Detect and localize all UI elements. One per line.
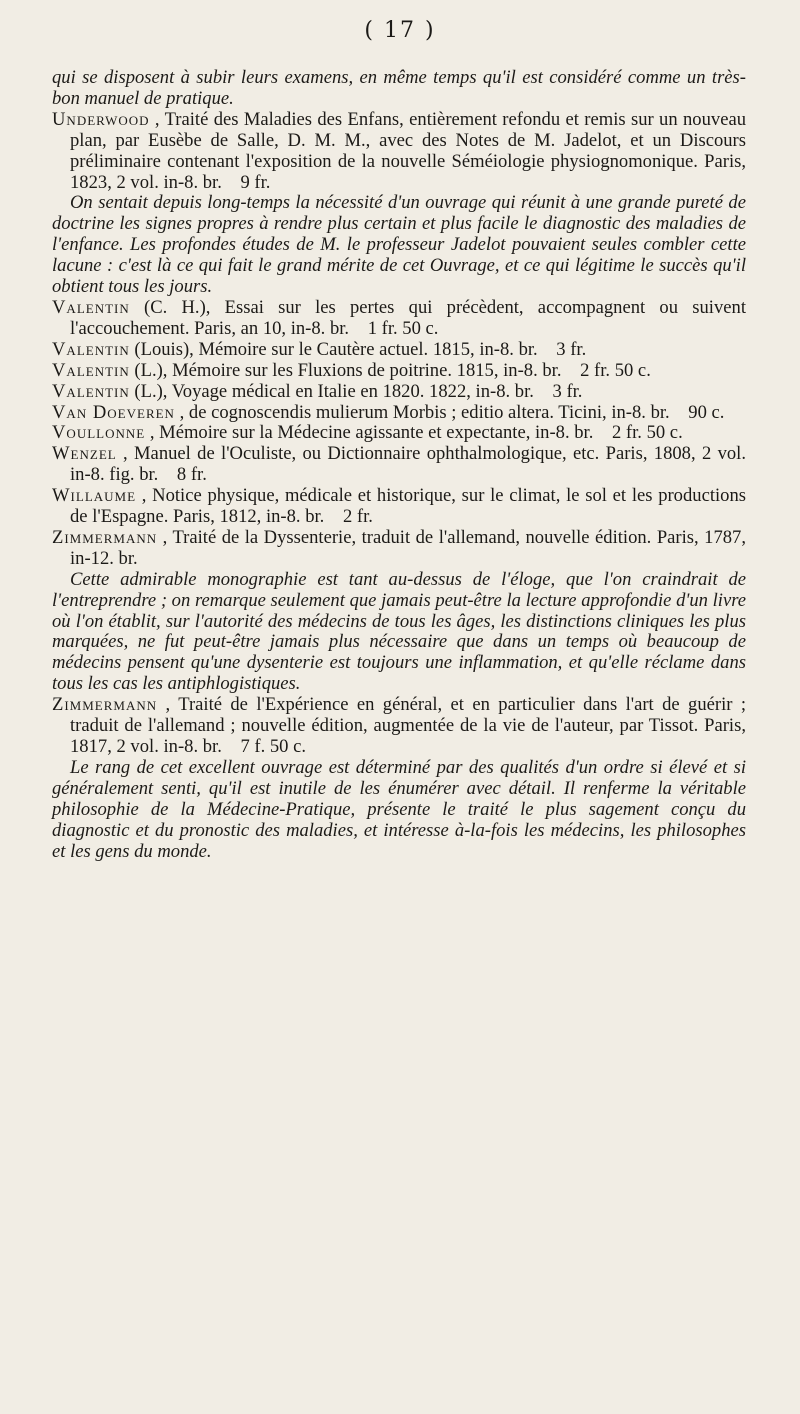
catalogue-entry — [52, 403, 746, 424]
catalogue-entry — [52, 695, 746, 758]
catalogue-entry — [52, 423, 746, 444]
entry-description: , Notice physique, médicale et historique, sur le climat, le sol et les productions de l'Espagne. Paris, 1812, in-8. br. — [70, 485, 746, 528]
entry-description: , Traité de l'Expérience en général, et en particulier dans l'art de guérir ; traduit de l'allemand ; nouvelle édition, augmentée de la vie de l'auteur, par Tissot. Paris, 1817, 2 vol. in-8. br. — [70, 694, 746, 757]
entry-price: 90 c. — [688, 401, 725, 423]
entry-author: Valentin — [52, 296, 130, 318]
entry-description: (Louis), Mémoire sur le Cautère actuel. 1815, in-8. br. — [134, 338, 538, 360]
entry-author: Voullonne — [52, 422, 146, 444]
entry-price: 9 fr. — [240, 171, 271, 193]
entry-price: 2 fr. 50 c. — [580, 359, 651, 381]
entry-description: , Mémoire sur la Médecine agissante et expectante, in-8. br. — [149, 422, 594, 444]
editorial-comment: qui se disposent à subir leurs examens, en même temps qu'il est considéré comme un très-bon manuel de pratique. — [52, 67, 746, 109]
entry-description: , de cognoscendis mulierum Morbis ; editio altera. Ticini, in-8. br. — [179, 401, 670, 423]
entry-price: 3 fr. — [552, 380, 583, 402]
entry-author: Zimmermann — [52, 526, 158, 548]
entry-author: Underwood — [52, 108, 150, 130]
entry-description: , Manuel de l'Oculiste, ou Dictionnaire ophthalmologique, etc. Paris, 1808, 2 vol. in-8. fig. br. — [70, 443, 746, 486]
catalogue-entry — [52, 340, 746, 361]
entry-author: Wenzel — [52, 443, 117, 465]
entry-description: (L.), Mémoire sur les Fluxions de poitrine. 1815, in-8. br. — [134, 359, 562, 381]
entry-author: Van Doeveren — [52, 401, 175, 423]
entry-author: Zimmermann — [52, 694, 158, 716]
entry-price: 7 f. 50 c. — [240, 736, 307, 757]
catalogue-entry — [52, 528, 746, 570]
editorial-comment: Cette admirable monographie est tant au-dessus de l'éloge, que l'on craindrait de l'entreprendre ; on remarque seulement que jamais peut-être la lecture approfondie d'un livre où l'on établit, sur l'autorité des médecins de tous les âges, les distinctions cliniques les plus marquées, ne fut peut-être jamais plus nécessaire que dans un temps où beaucoup de médecins pensent qu'une dysenterie est toujours une inflammation, et qu'elle réclame dans tous les cas les antiphlogistiques. — [52, 568, 746, 695]
catalogue-entry — [52, 298, 746, 340]
catalogue-entry — [52, 444, 746, 486]
entry-author: Valentin — [52, 359, 130, 381]
catalogue-entry — [52, 486, 746, 528]
entry-description: , Traité des Maladies des Enfans, entièrement refondu et remis sur un nouveau plan, par Eusèbe de Salle, D. M. M., avec des Notes de M. Jadelot, et un Discours préliminaire contenant l'exposition de la nouvelle Séméiologie physiognomonique. Paris, 1823, 2 vol. in-8. br. — [70, 108, 746, 193]
page-number: ( 17 ) — [364, 18, 436, 43]
entry-price: 2 fr. 50 c. — [611, 422, 683, 444]
entry-description: (L.), Voyage médical en Italie en 1820. 1822, in-8. br. — [134, 380, 534, 402]
catalogue-entry — [52, 382, 746, 403]
entry-description: (C. H.), Essai sur les pertes qui précèdent, accompagnent ou suivent l'accouchement. Paris, an 10, in-8. br. — [70, 296, 746, 339]
entry-price: 3 fr. — [556, 338, 587, 360]
entry-author: Valentin — [52, 380, 130, 402]
entry-price: 8 fr. — [176, 464, 207, 486]
catalogue-entry — [52, 361, 746, 382]
entry-author: Willaume — [52, 485, 137, 507]
editorial-comment: Le rang de cet excellent ouvrage est déterminé par des qualités d'un ordre si élevé et si généralement senti, qu'il est inutile de les énumérer avec détail. Il renferme la véritable philosophie de la Médecine-Pratique, présente le traité le plus sagement conçu du diagnostic et du pronostic des maladies, et intéresse à-la-fois les médecins, les philosophes et les gens du monde. — [52, 756, 746, 862]
entry-price: 2 fr. — [342, 506, 373, 528]
catalogue-entry — [52, 110, 746, 194]
editorial-comment: On sentait depuis long-temps la nécessité d'un ouvrage qui réunit à une grande pureté de doctrine les signes propres à rendre plus certain et plus facile le diagnostic des maladies de l'enfance. Les profondes études de M. le professeur Jadelot pouvaient seules combler cette lacune : c'est là ce qui fait le grand mérite de cet Ouvrage, et ce qui légitime le succès qu'il obtient tous les jours. — [52, 192, 746, 298]
catalogue-text — [52, 68, 746, 862]
entry-price: 1 fr. 50 c. — [367, 317, 439, 339]
entry-author: Valentin — [52, 338, 130, 360]
entry-description: , Traité de la Dyssenterie, traduit de l'allemand, nouvelle édition. Paris, 1787, in-12. br. — [70, 526, 746, 569]
